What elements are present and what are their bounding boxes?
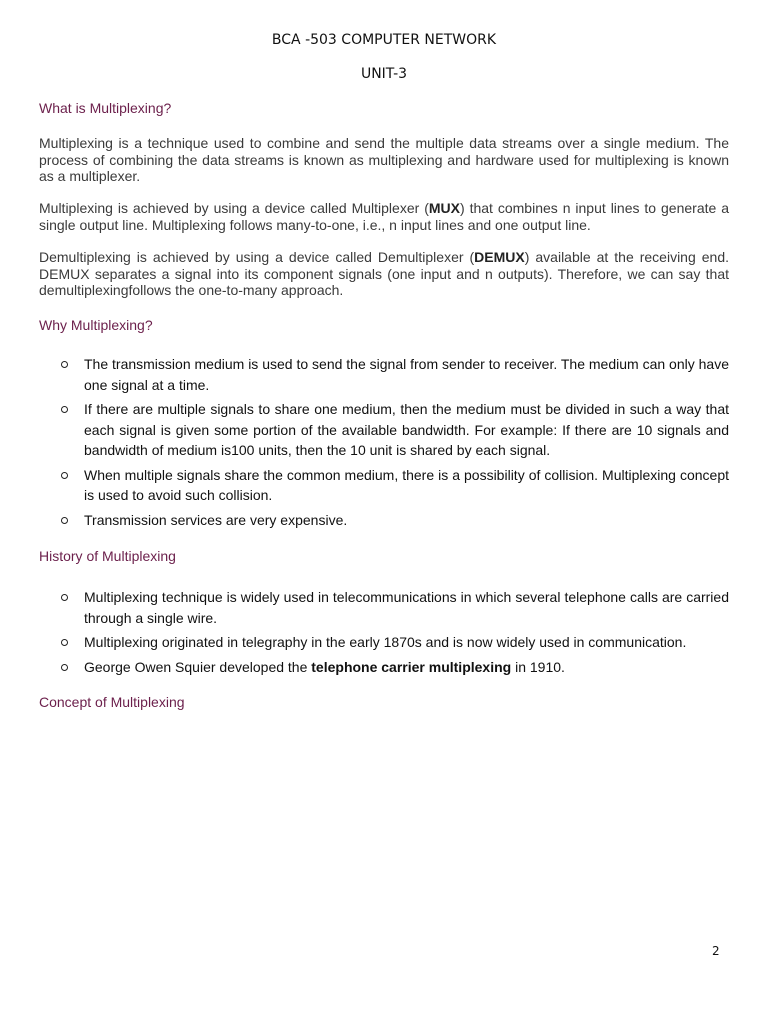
list-item-text-2: in 1910. [511, 658, 565, 675]
why-multiplexing-list [39, 354, 729, 534]
bullet-circle-icon [61, 361, 68, 368]
bullet-circle-icon [61, 517, 68, 524]
list-item-text: Multiplexing technique is widely used in telecommunications in which several telephone calls are carried through a single wire. [84, 589, 729, 626]
bullet-circle-icon [61, 472, 68, 479]
list-item-text: When multiple signals share the common medium, there is a possibility of collision. Multiplexing concept is used to avoid such collision. [84, 466, 729, 503]
bullet-circle-icon [61, 639, 68, 646]
list-item [39, 354, 729, 395]
bullet-circle-icon [61, 594, 68, 601]
paragraph-multiplexer-text-2: ) that combines n input lines to generate a single output line. Multiplexing follows many-to-one, i.e., n input lines and one output line. [39, 200, 729, 233]
list-item-text: If there are multiple signals to share one medium, then the medium must be divided in such a way that each signal is given some portion of the available bandwidth. For example: If there are 10 signals and bandwidth of medium is100 units, then the 10 unit is shared by each signal. [84, 401, 729, 458]
bullet-circle-icon [61, 664, 68, 671]
heading-history-of-multiplexing: History of Multiplexing [39, 548, 176, 564]
demux-term: DEMUX [474, 249, 525, 265]
document-title: BCA -503 COMPUTER NETWORK [271, 32, 497, 48]
paragraph-definition: Multiplexing is a technique used to combine and send the multiple data streams over a single medium. The process of combining the data streams is known as multiplexing and hardware used for multiplexing is known as a multiplexer. [39, 135, 729, 184]
bullet-circle-icon [61, 406, 68, 413]
heading-why-multiplexing: Why Multiplexing? [39, 317, 153, 333]
telephone-carrier-term: telephone carrier multiplexing [311, 658, 512, 675]
paragraph-demultiplexer [39, 249, 729, 299]
list-item [39, 399, 729, 461]
heading-concept-of-multiplexing: Concept of Multiplexing [39, 694, 185, 710]
list-item [39, 587, 729, 628]
list-item-text: Transmission services are very expensive. [84, 511, 348, 528]
list-item-text-1: George Owen Squier developed the [84, 658, 312, 675]
list-item [39, 657, 729, 678]
paragraph-demultiplexer-text-1: Demultiplexing is achieved by using a device called Demultiplexer ( [39, 249, 475, 265]
mux-term: MUX [428, 200, 460, 216]
history-list [39, 587, 729, 681]
heading-what-is-multiplexing: What is Multiplexing? [39, 100, 172, 116]
list-item [39, 465, 729, 506]
list-item [39, 510, 729, 531]
paragraph-demultiplexer-text-2: ) available at the receiving end. DEMUX separates a signal into its component signals (one input and n outputs). Therefore, we can say that demultiplexingfollows the one-to-many approach. [39, 249, 729, 298]
paragraph-multiplexer [39, 200, 729, 233]
list-item [39, 632, 729, 653]
page-number: 2 [712, 944, 720, 958]
unit-label: UNIT-3 [360, 66, 408, 82]
list-item-text: Multiplexing originated in telegraphy in the early 1870s and is now widely used in communication. [84, 634, 687, 650]
paragraph-multiplexer-text-1: Multiplexing is achieved by using a device called Multiplexer ( [39, 200, 429, 216]
list-item-text: The transmission medium is used to send the signal from sender to receiver. The medium can only have one signal at a time. [84, 356, 729, 393]
